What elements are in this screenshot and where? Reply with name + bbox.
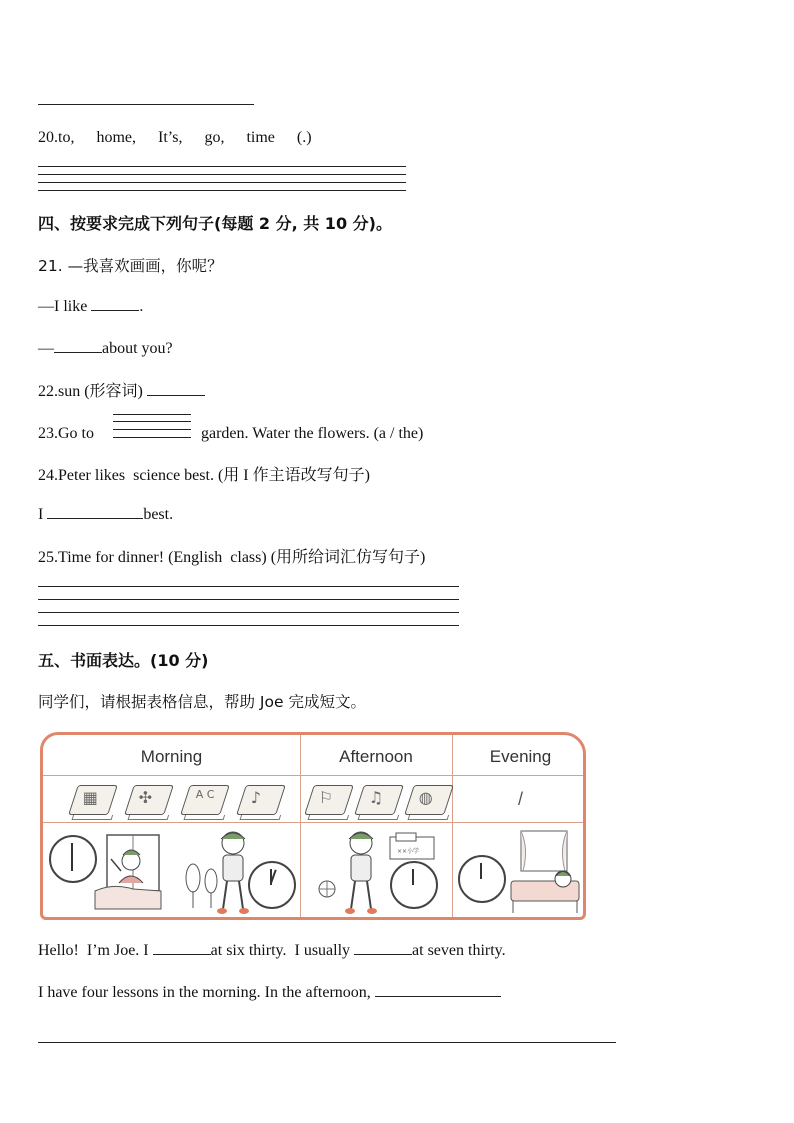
column-header-afternoon: Afternoon: [339, 747, 413, 766]
q20-word: It’s,: [158, 129, 183, 146]
q25-prompt: 25.Time for dinner! (English class) (用所给词汇仿写句子): [38, 549, 426, 566]
section5-instruction: 同学们，请根据表格信息，帮助 Joe 完成短文。: [38, 693, 366, 711]
q22-blank[interactable]: [147, 381, 205, 396]
school-building-icon: [388, 831, 436, 861]
ball-book-icon: ◍: [404, 785, 454, 815]
puzzle-book-icon: ▦: [68, 785, 118, 815]
q21-line2: — about you?: [38, 340, 173, 357]
clock-icon: [49, 835, 97, 883]
q20-word: home,: [96, 129, 136, 146]
q22-prompt: 22.sun (形容词): [38, 383, 143, 400]
q21-line1: —I like .: [38, 298, 144, 315]
abc-book-icon: A C: [180, 785, 230, 815]
column-header-evening: Evening: [489, 747, 552, 766]
column-header-morning: Morning: [140, 747, 203, 766]
boy-walking-illustration: [213, 827, 253, 919]
q23-suffix: garden. Water the flowers. (a / the): [201, 425, 424, 442]
q20-prompt: [38, 129, 334, 147]
q24-blank[interactable]: [47, 504, 143, 519]
q22-line: [38, 378, 205, 401]
clock-icon: [390, 861, 438, 909]
school-sign-label: ××小学: [397, 848, 420, 855]
q21-blank2[interactable]: [54, 338, 102, 353]
schedule-table: [40, 732, 586, 920]
q23-prefix: 23.Go to: [38, 425, 94, 442]
q24-prompt: 24.Peter likes science best. (用 I 作主语改写句子): [38, 467, 370, 484]
passage-blank1[interactable]: [153, 940, 211, 955]
passage-blank2[interactable]: [354, 940, 412, 955]
q20-word: go,: [204, 129, 225, 146]
clock-icon: [248, 861, 296, 909]
q20-word: (.): [296, 129, 312, 146]
puzzle-book-icon: ✣: [124, 785, 174, 815]
evening-empty-mark: /: [518, 789, 524, 809]
section5-heading: 五、书面表达。(10 分): [38, 651, 209, 670]
boy-with-ball-illustration: [313, 827, 393, 919]
clock-icon: [458, 855, 506, 903]
q23-line: [38, 425, 94, 443]
q24-answer: I best.: [38, 506, 174, 523]
passage-line2: I have four lessons in the morning. In the afternoon,: [38, 982, 501, 1002]
music-book-icon: ♪: [236, 785, 286, 815]
q21-prompt: 21. —我喜欢画画，你呢？: [38, 257, 223, 275]
bed-window-illustration: [93, 831, 163, 916]
passage-line1: Hello! I’m Joe. I at six thirty. I usually at seven thirty.: [38, 942, 506, 959]
sleeping-boy-illustration: [505, 829, 585, 917]
passage-writing-line[interactable]: [38, 1042, 616, 1043]
passage-blank3[interactable]: [375, 982, 501, 997]
answer-line-q19[interactable]: [38, 104, 254, 105]
section4-heading: 四、按要求完成下列句子(每题 2 分, 共 10 分)。: [38, 214, 392, 233]
sports-book-icon: ⚐: [304, 785, 354, 815]
q21-blank1[interactable]: [91, 296, 139, 311]
q20-word: to,: [58, 129, 75, 146]
music-book-icon: ♫: [354, 785, 404, 815]
q20-number: 20.: [38, 129, 58, 146]
q20-word: time: [246, 129, 275, 146]
